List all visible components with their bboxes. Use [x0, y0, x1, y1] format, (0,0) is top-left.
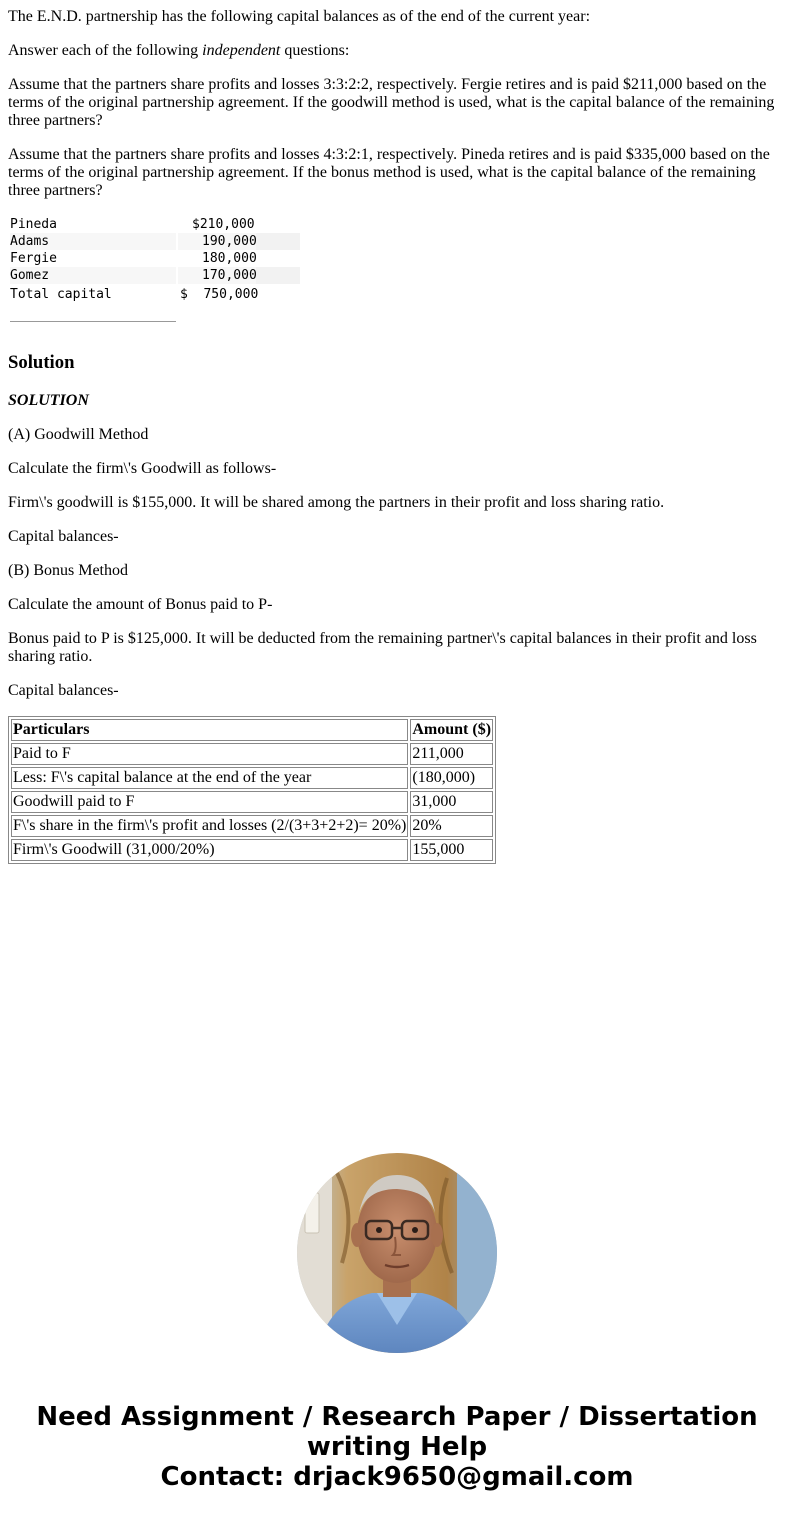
table-row [11, 839, 493, 861]
partner-name: Adams [10, 233, 176, 250]
table-header-row [11, 719, 493, 741]
amount-cell: (180,000) [410, 767, 493, 789]
instructions-text-start: Answer each of the following [8, 42, 203, 59]
capital-balances-label: Capital balances- [8, 682, 119, 699]
amount-cell: 155,000 [410, 839, 493, 861]
person-portrait-image [297, 1153, 497, 1353]
instructions-paragraph [8, 42, 786, 60]
table-row [11, 767, 493, 789]
balance-row [10, 267, 300, 284]
particular-cell: F\'s share in the firm\'s profit and losses (2/(3+3+2+2)= 20%) [11, 815, 408, 837]
total-amount: $ 750,000 [180, 287, 259, 302]
partner-amount: 180,000 [202, 251, 257, 266]
table-row [11, 791, 493, 813]
capital-balances-table [8, 216, 302, 303]
partner-amount: 190,000 [202, 234, 257, 249]
particular-cell: Goodwill paid to F [11, 791, 408, 813]
column-header: Amount ($) [410, 719, 493, 741]
particular-cell: Paid to F [11, 743, 408, 765]
solution-heading: Solution [8, 352, 75, 373]
partner-name: Pineda [10, 217, 57, 232]
particular-cell: Less: F\'s capital balance at the end of the year [11, 767, 408, 789]
column-header: Particulars [11, 719, 408, 741]
table-row [11, 815, 493, 837]
bonus-result: Bonus paid to P is $125,000. It will be deducted from the remaining partner\'s capital balances in their profit and loss sharing ratio. [8, 630, 757, 665]
partner-name: Fergie [10, 251, 57, 266]
total-label: Total capital [10, 287, 112, 302]
intro-paragraph: The E.N.D. partnership has the following capital balances as of the end of the current year: [8, 8, 591, 25]
goodwill-calc-intro: Calculate the firm\'s Goodwill as follows- [8, 460, 277, 477]
bonus-method-title: (B) Bonus Method [8, 562, 128, 579]
total-row [10, 284, 300, 303]
amount-cell: 31,000 [410, 791, 493, 813]
question-2: Assume that the partners share profits and losses 4:3:2:1, respectively. Pineda retires and is paid $335,000 based on the terms of the original partnership agreement. If the bonus method is used, what is the capital balance of the remaining three partners? [8, 146, 770, 199]
solution-label: SOLUTION [8, 392, 89, 409]
tutor-avatar-photo [297, 1153, 497, 1353]
goodwill-result: Firm\'s goodwill is $155,000. It will be shared among the partners in their profit and loss sharing ratio. [8, 494, 665, 511]
goodwill-calculation-table [8, 716, 496, 864]
bonus-calc-intro: Calculate the amount of Bonus paid to P- [8, 596, 273, 613]
balance-row [10, 250, 300, 267]
balance-row [10, 233, 300, 250]
help-contact-banner [0, 1402, 794, 1492]
question-1: Assume that the partners share profits and losses 3:3:2:2, respectively. Fergie retires and is paid $211,000 based on the terms of the original partnership agreement. If the goodwill method is used, what is the capital balance of the remaining three partners? [8, 76, 775, 129]
table-row [11, 743, 493, 765]
goodwill-method-title: (A) Goodwill Method [8, 426, 149, 443]
banner-contact-line: Contact: drjack9650@gmail.com [160, 1462, 634, 1492]
partner-name: Gomez [10, 267, 176, 284]
balance-row [10, 216, 300, 233]
total-underline [10, 321, 176, 322]
partner-amount: $210,000 [192, 217, 255, 232]
amount-cell: 211,000 [410, 743, 493, 765]
banner-line-2: writing Help [306, 1432, 488, 1462]
particular-cell: Firm\'s Goodwill (31,000/20%) [11, 839, 408, 861]
amount-cell: 20% [410, 815, 493, 837]
partner-amount: 170,000 [202, 268, 257, 283]
instructions-text-end: questions: [280, 42, 350, 59]
banner-line-1: Need Assignment / Research Paper / Dissertation [36, 1402, 758, 1432]
capital-balances-label: Capital balances- [8, 528, 119, 545]
instructions-emphasis: independent [202, 42, 281, 59]
